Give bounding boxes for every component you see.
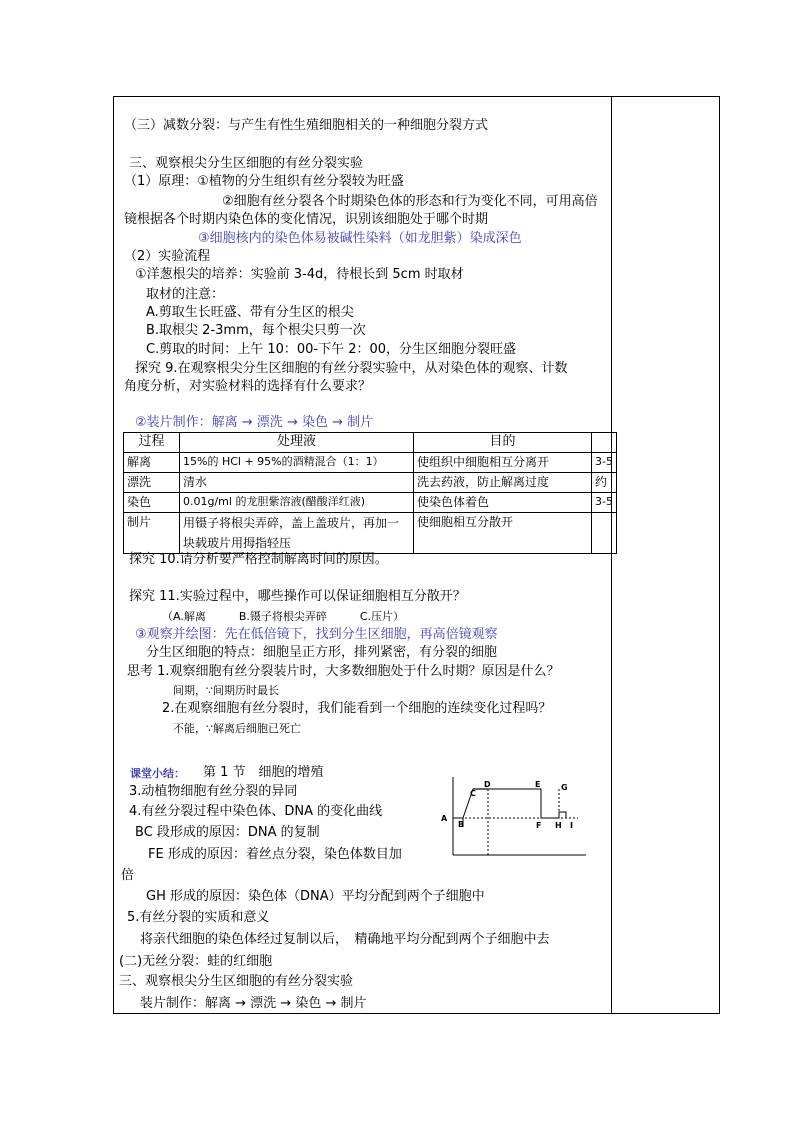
step-culture: ①洋葱根尖的培养：实验前 3-4d，待根长到 5cm 时取材 [135,267,464,282]
figure-label-h: H [555,821,562,830]
meristem-features: 分生区细胞的特点：细胞呈正方形，排列紧密，有分裂的细胞 [146,645,498,660]
step-observe: ③观察并绘图：先在低倍镜下，找到分生区细胞，再高倍镜观察 [135,627,498,642]
principle-2: ②细胞有丝分裂各个时期染色体的形态和行为变化不同，可用高倍 [222,194,598,209]
summary-label: 课堂小结： [130,767,185,780]
explore-9: 探究 9.在观察根尖分生区细胞的有丝分裂实验中，从对染色体的观察、计数 [135,361,568,376]
reason-gh: GH 形成的原因：染色体（DNA）平均分配到两个子细胞中 [146,889,485,904]
note-a: A.剪取生长旺盛、带有分生区的根尖 [146,305,354,320]
think-1-answer: 间期，∵间期历时最长 [173,684,279,697]
reason-bc: BC 段形成的原因：DNA 的复制 [135,825,320,840]
table-cell: 0.01g/ml 的龙胆紫溶液(醋酸洋红液) [180,493,414,513]
table-cell: 使染色体着色 [414,493,592,513]
table-header: 目的 [414,433,592,453]
summary-3: 3.动植物细胞有丝分裂的异同 [129,784,298,799]
table-cell: 洗去药液，防止解离过度 [414,473,592,493]
note-c: C.剪取的时间：上午 10：00-下午 2：00，分生区细胞分裂旺盛 [146,342,517,357]
table-row [124,513,617,554]
summary-4: 4.有丝分裂过程中染色体、DNA 的变化曲线 [129,804,383,819]
right-column-divider [611,96,612,1014]
think-2: 2.在观察细胞有丝分裂时，我们能看到一个细胞的连续变化过程吗？ [162,701,552,716]
table-cell: 使组织中细胞相互分离开 [414,453,592,473]
table-header [592,433,617,453]
table-cell: 3-5 [592,493,617,513]
table-cell: 漂洗 [124,473,180,493]
principle-2-cont: 镜根据各个时期内染色体的变化情况，识别该细胞处于哪个时期 [124,212,489,227]
table-row [124,473,617,493]
table-cell: 解离 [124,453,180,473]
principle-1: （1）原理：①植物的分生组织有丝分裂较为旺盛 [124,174,404,189]
summary-5: 5.有丝分裂的实质和意义 [127,910,270,925]
explore-11-options: （A.解离 B.镊子将根尖弄碎 C.压片） [162,610,405,623]
table-cell [592,513,617,554]
principle-3: ③细胞核内的染色体易被碱性染料（如龙胆紫）染成深色 [198,231,522,246]
figure-label-f: F [536,821,542,830]
think-2-answer: 不能，∵解离后细胞已死亡 [173,722,301,735]
table-row [124,453,617,473]
figure-label-i: I [570,821,573,830]
table-header: 过程 [124,433,180,453]
figure-label-b: B [458,820,465,829]
chromosome-dna-curve-figure [438,775,588,857]
figure-label-g: G [561,783,568,792]
explore-10: 探究 10.请分析要严格控制解离时间的原因。 [129,552,388,567]
heading-experiment-repeat: 三、观察根尖分生区细胞的有丝分裂实验 [119,974,354,989]
slide-prep-repeat: 装片制作：解离 → 漂洗 → 染色 → 制片 [140,996,367,1011]
table-row [124,493,617,513]
heading-experiment: 三、观察根尖分生区细胞的有丝分裂实验 [129,156,364,171]
procedure-heading: （2）实验流程 [124,249,211,264]
sampling-notes: 取材的注意： [146,287,225,302]
amitosis: (二)无丝分裂：蛙的红细胞 [119,954,273,969]
table-header: 处理液 [180,433,414,453]
procedure-table [123,432,617,554]
table-cell: 使细胞相互分散开 [414,513,592,554]
text-meiosis: （三）减数分裂：与产生有性生殖细胞相关的一种细胞分裂方式 [124,118,489,133]
explore-11: 探究 11.实验过程中，哪些操作可以保证细胞相互分散开？ [129,589,466,604]
think-1: 思考 1.观察细胞有丝分裂装片时，大多数细胞处于什么时期？原因是什么？ [127,664,560,679]
table-header-row [124,433,617,453]
figure-label-d: D [484,780,491,789]
table-cell: 用镊子将根尖弄碎，盖上盖玻片，再加一块载玻片用拇指轻压 [180,513,414,554]
table-cell: 3-5 [592,453,617,473]
explore-9-cont: 角度分析，对实验材料的选择有什么要求？ [124,379,372,394]
reason-fe: FE 形成的原因：着丝点分裂，染色体数目加 [148,847,402,862]
table-cell: 制片 [124,513,180,554]
table-cell: 15%的 HCl + 95%的酒精混合（1：1） [180,453,414,473]
summary-section: 第 1 节 细胞的增殖 [203,765,324,780]
summary-5-content: 将亲代细胞的染色体经过复制以后， 精确地平均分配到两个子细胞中去 [140,932,550,947]
step-slide-prep: ②装片制作：解离 → 漂洗 → 染色 → 制片 [135,415,374,430]
figure-label-e: E [535,780,541,789]
figure-label-a: A [441,814,448,823]
table-cell: 染色 [124,493,180,513]
reason-fe-cont: 倍 [121,868,135,883]
note-b: B.取根尖 2-3mm，每个根尖只剪一次 [146,323,366,338]
figure-label-c: C [470,789,476,798]
table-cell: 清水 [180,473,414,493]
table-cell: 约 [592,473,617,493]
